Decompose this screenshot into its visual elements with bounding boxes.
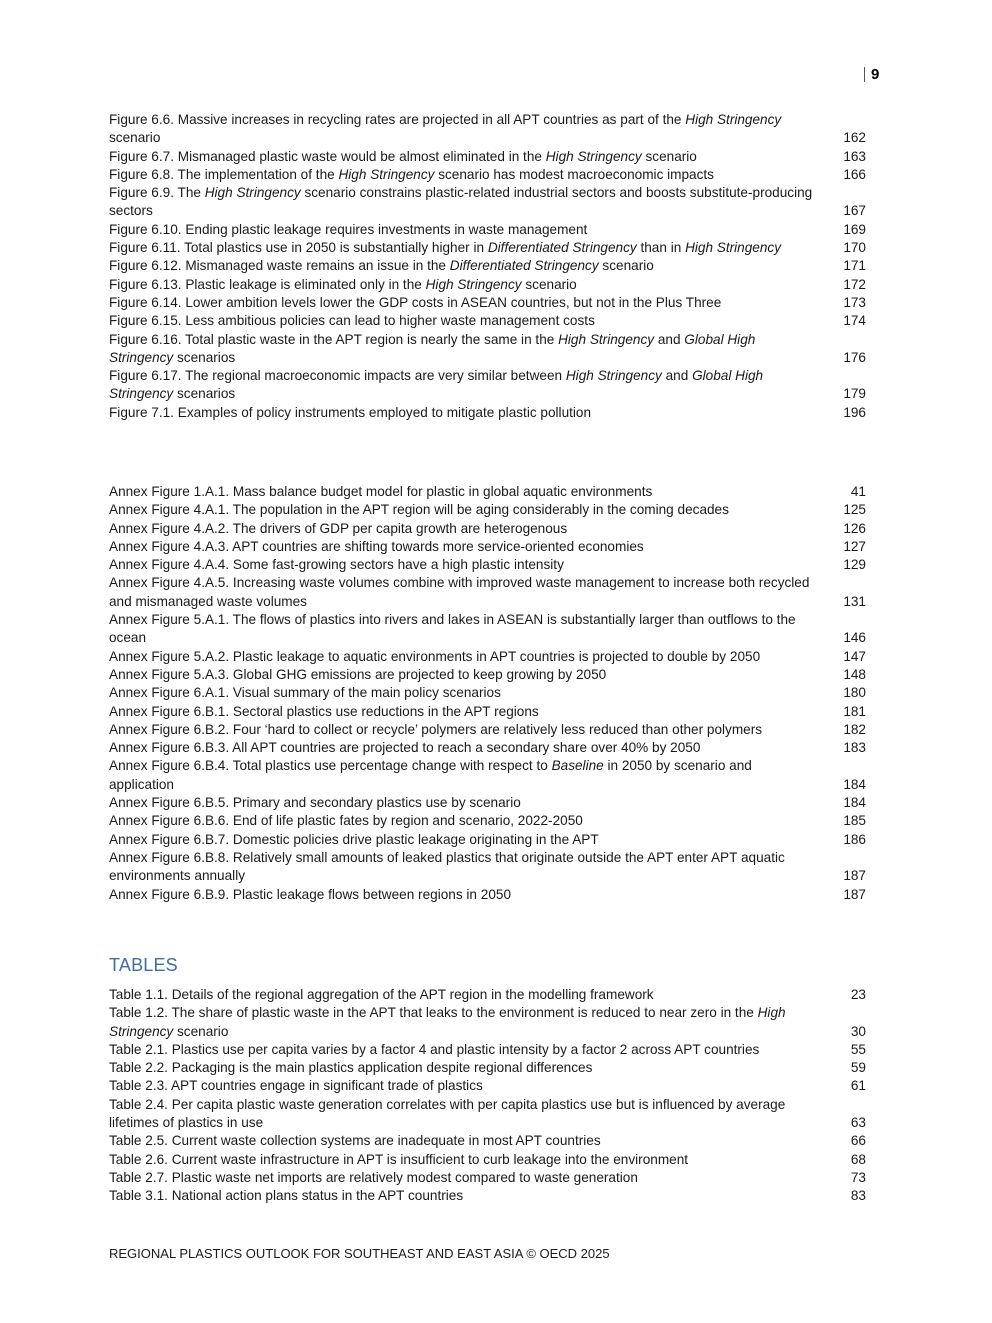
toc-entry-italic-text: High Stringency xyxy=(558,331,655,347)
toc-entry-text: Annex Figure 6.B.2. Four ‘hard to collect or recycle’ polymers are relatively less reduced than other polymers xyxy=(109,721,763,737)
toc-entry-title xyxy=(109,831,826,849)
toc-entry[interactable] xyxy=(109,849,866,886)
toc-entry-text: Figure 6.13. Plastic leakage is eliminated only in the xyxy=(109,276,426,292)
toc-entry-text: Annex Figure 4.A.5. Increasing waste volumes combine with improved waste management to increase both recycled and mismanaged waste volumes xyxy=(109,575,810,609)
toc-entry[interactable] xyxy=(109,1059,866,1077)
toc-entry-title xyxy=(109,611,826,648)
toc-entry-page-number: 129 xyxy=(843,557,866,573)
toc-entry[interactable] xyxy=(109,1187,866,1205)
toc-entry-italic-text: Differentiated Stringency xyxy=(487,240,637,256)
toc-entry[interactable] xyxy=(109,666,866,684)
toc-entry[interactable] xyxy=(109,703,866,721)
toc-entry-text: Figure 6.6. Massive increases in recycling rates are projected in all APT countries as part of the xyxy=(109,112,686,127)
toc-entry[interactable] xyxy=(109,1077,866,1095)
toc-entry[interactable] xyxy=(109,1004,866,1041)
toc-entry-title xyxy=(109,684,826,702)
toc-entry[interactable] xyxy=(109,483,866,501)
toc-entry[interactable] xyxy=(109,257,866,275)
toc-entry[interactable] xyxy=(109,812,866,830)
toc-entry-title xyxy=(109,1151,826,1169)
toc-entry-title xyxy=(109,501,826,519)
toc-entry-title xyxy=(109,1096,826,1133)
toc-entry[interactable] xyxy=(109,520,866,538)
toc-entry-page-number: 186 xyxy=(843,831,866,847)
toc-entry[interactable] xyxy=(109,648,866,666)
toc-entry-text: Annex Figure 6.B.5. Primary and secondary plastics use by scenario xyxy=(109,795,521,811)
toc-entry-italic-text: Differentiated Stringency xyxy=(449,258,599,274)
toc-entry-page-number: 196 xyxy=(843,404,866,420)
toc-entry-page-number: 68 xyxy=(850,1151,866,1167)
toc-entry-text: Annex Figure 5.A.3. Global GHG emissions are projected to keep growing by 2050 xyxy=(109,666,607,682)
toc-entry-page-number: 30 xyxy=(850,1023,866,1039)
toc-entry[interactable] xyxy=(109,239,866,257)
toc-entry-page-number: 148 xyxy=(843,666,866,682)
page-number xyxy=(864,66,879,83)
toc-entry-page-number: 126 xyxy=(843,520,866,536)
toc-entry-text: Annex Figure 4.A.1. The population in the APT region will be aging considerably in the coming decades xyxy=(109,502,729,518)
toc-entry-title xyxy=(109,331,826,368)
toc-entry-title xyxy=(109,221,826,239)
toc-entry-text: scenario constrains plastic-related industrial sectors and boosts substitute-producing sectors xyxy=(109,185,813,219)
toc-entry-title xyxy=(109,239,826,257)
toc-entry-text: in 2050 by scenario and application xyxy=(109,758,752,792)
toc-entry-text: Figure 6.12. Mismanaged waste remains an issue in the xyxy=(109,258,450,274)
toc-entry-text: scenarios xyxy=(173,349,236,365)
toc-entry-text: Annex Figure 6.B.9. Plastic leakage flows between regions in 2050 xyxy=(109,886,512,902)
toc-entry-title xyxy=(109,166,826,184)
toc-entry[interactable] xyxy=(109,886,866,904)
toc-entry-text: than in xyxy=(636,240,686,256)
toc-entry-text: Annex Figure 4.A.4. Some fast-growing sectors have a high plastic intensity xyxy=(109,557,564,573)
toc-entry-text: Table 2.2. Packaging is the main plastics application despite regional differences xyxy=(109,1060,593,1076)
toc-entry-text: Annex Figure 4.A.2. The drivers of GDP per capita growth are heterogenous xyxy=(109,520,568,536)
toc-entry-text: Annex Figure 6.B.4. Total plastics use percentage change with respect to xyxy=(109,758,552,774)
toc-entry-text: Annex Figure 6.A.1. Visual summary of the main policy scenarios xyxy=(109,685,501,701)
toc-entry[interactable] xyxy=(109,404,866,422)
toc-entry-title xyxy=(109,1187,826,1205)
toc-entry-page-number: 185 xyxy=(843,813,866,829)
toc-entry-page-number: 73 xyxy=(850,1169,866,1185)
toc-entry-title xyxy=(109,294,826,312)
toc-entry-page-number: 166 xyxy=(843,166,866,182)
toc-entry-title xyxy=(109,556,826,574)
toc-entry-page-number: 173 xyxy=(843,294,866,310)
toc-entry-title xyxy=(109,520,826,538)
toc-entry-page-number: 179 xyxy=(843,386,866,402)
toc-entry-title xyxy=(109,703,826,721)
toc-entry-title xyxy=(109,538,826,556)
toc-entry-text: Figure 6.10. Ending plastic leakage requires investments in waste management xyxy=(109,221,588,237)
toc-entry-italic-text: High Stringency xyxy=(565,368,662,384)
toc-entry-page-number: 170 xyxy=(843,240,866,256)
toc-entry-page-number: 180 xyxy=(843,685,866,701)
toc-entry-text: Annex Figure 6.B.3. All APT countries are projected to reach a secondary share over 40% by 2050 xyxy=(109,740,701,756)
toc-entry[interactable] xyxy=(109,294,866,312)
toc-entry-italic-text: High Stringency xyxy=(545,148,642,164)
toc-entry-text: Table 2.3. APT countries engage in significant trade of plastics xyxy=(109,1078,483,1094)
toc-entry-title xyxy=(109,1077,826,1095)
toc-entry-italic-text: Baseline xyxy=(551,758,604,774)
toc-entry[interactable] xyxy=(109,1132,866,1150)
toc-entry-page-number: 61 xyxy=(850,1078,866,1094)
toc-entry[interactable] xyxy=(109,166,866,184)
toc-entry-text: scenario xyxy=(521,276,577,292)
toc-entry-text: Figure 6.14. Lower ambition levels lower the GDP costs in ASEAN countries, but not in the Plus Three xyxy=(109,294,722,310)
toc-entry-page-number: 63 xyxy=(850,1115,866,1131)
toc-entry-title xyxy=(109,812,826,830)
header-divider xyxy=(864,67,865,82)
toc-entry[interactable] xyxy=(109,574,866,611)
toc-entry-title xyxy=(109,1004,826,1041)
toc-entry-page-number: 162 xyxy=(843,130,866,146)
toc-entry-text: Figure 6.17. The regional macroeconomic impacts are very similar between xyxy=(109,368,566,384)
toc-entry-page-number: 125 xyxy=(843,502,866,518)
toc-entry-title xyxy=(109,1132,826,1150)
toc-entry-page-number: 174 xyxy=(843,313,866,329)
toc-entry-italic-text: High Stringency xyxy=(425,276,522,292)
toc-entry[interactable] xyxy=(109,538,866,556)
toc-entry[interactable] xyxy=(109,184,866,221)
toc-entry-page-number: 59 xyxy=(850,1060,866,1076)
toc-entry-text: scenario xyxy=(641,148,697,164)
toc-entry-page-number: 55 xyxy=(850,1041,866,1057)
toc-entry-page-number: 176 xyxy=(843,349,866,365)
toc-entry-title xyxy=(109,1059,826,1077)
toc-entry-page-number: 131 xyxy=(843,593,866,609)
toc-entry-title xyxy=(109,886,826,904)
toc-entry[interactable] xyxy=(109,1169,866,1187)
toc-entry-italic-text: High Stringency xyxy=(109,1005,786,1039)
toc-entry-title xyxy=(109,1041,826,1059)
toc-entry-title xyxy=(109,648,826,666)
toc-entry-text: scenario has modest macroeconomic impacts xyxy=(434,166,714,182)
toc-entry-page-number: 127 xyxy=(843,538,866,554)
toc-entry-page-number: 187 xyxy=(843,868,866,884)
toc-entry-text: Table 2.5. Current waste collection systems are inadequate in most APT countries xyxy=(109,1133,601,1149)
toc-entry-text: Figure 6.11. Total plastics use in 2050 is substantially higher in xyxy=(109,240,488,256)
toc-entry-text: Annex Figure 6.B.1. Sectoral plastics use reductions in the APT regions xyxy=(109,703,539,719)
toc-entry[interactable] xyxy=(109,556,866,574)
toc-entry-italic-text: Global High Stringency xyxy=(109,368,764,402)
toc-entry-text: Table 2.6. Current waste infrastructure in APT is insufficient to curb leakage into the environment xyxy=(109,1151,689,1167)
page-footer: REGIONAL PLASTICS OUTLOOK FOR SOUTHEAST AND EAST ASIA © OECD 2025 xyxy=(109,1246,610,1261)
toc-entry-page-number: 146 xyxy=(843,630,866,646)
toc-entry[interactable] xyxy=(109,757,866,794)
list-of-annex-figures xyxy=(109,483,866,904)
toc-entry-title xyxy=(109,257,826,275)
toc-entry-text: Annex Figure 1.A.1. Mass balance budget model for plastic in global aquatic environments xyxy=(109,484,653,499)
toc-entry-page-number: 183 xyxy=(843,740,866,756)
toc-entry-text: Table 2.1. Plastics use per capita varies by a factor 4 and plastic intensity by a factor 2 across APT countries xyxy=(109,1041,760,1057)
toc-entry-title xyxy=(109,148,826,166)
toc-entry-text: Table 3.1. National action plans status in the APT countries xyxy=(109,1188,464,1204)
toc-entry-title xyxy=(109,367,826,404)
toc-entry-title xyxy=(109,757,826,794)
toc-entry-italic-text: High Stringency xyxy=(204,185,301,201)
toc-entry-text: Annex Figure 5.A.1. The flows of plastics into rivers and lakes in ASEAN is substantially larger than outflows to the ocean xyxy=(109,612,796,646)
toc-entry-text: scenario xyxy=(173,1023,229,1039)
toc-entry-page-number: 187 xyxy=(843,886,866,902)
toc-entry-text: scenario xyxy=(598,258,654,274)
toc-entry-title xyxy=(109,276,826,294)
toc-entry-title xyxy=(109,1169,826,1187)
toc-entry-title xyxy=(109,986,826,1004)
toc-entry-title xyxy=(109,184,826,221)
toc-entry-page-number: 171 xyxy=(843,258,866,274)
toc-entry-page-number: 147 xyxy=(843,648,866,664)
list-of-tables xyxy=(109,986,866,1206)
toc-entry-page-number: 181 xyxy=(843,703,866,719)
toc-entry-title xyxy=(109,794,826,812)
toc-entry-title xyxy=(109,404,826,422)
toc-entry[interactable] xyxy=(109,1041,866,1059)
toc-entry-italic-text: High Stringency xyxy=(685,112,782,127)
toc-entry-page-number: 23 xyxy=(850,987,866,1002)
toc-entry-title xyxy=(109,574,826,611)
toc-entry[interactable] xyxy=(109,312,866,330)
toc-entry[interactable] xyxy=(109,739,866,757)
toc-entry-page-number: 182 xyxy=(843,721,866,737)
toc-entry-page-number: 41 xyxy=(850,484,866,499)
toc-entry-page-number: 167 xyxy=(843,203,866,219)
toc-entry-italic-text: Global High Stringency xyxy=(109,331,756,365)
toc-entry-page-number: 184 xyxy=(843,795,866,811)
toc-entry-title xyxy=(109,483,826,501)
toc-entry-title xyxy=(109,312,826,330)
toc-entry-page-number: 184 xyxy=(843,776,866,792)
toc-entry[interactable] xyxy=(109,1151,866,1169)
toc-entry[interactable] xyxy=(109,1096,866,1133)
toc-entry[interactable] xyxy=(109,611,866,648)
toc-entry-text: Annex Figure 6.B.6. End of life plastic fates by region and scenario, 2022-2050 xyxy=(109,813,583,829)
toc-entry-text: scenarios xyxy=(173,386,236,402)
toc-entry[interactable] xyxy=(109,221,866,239)
tables-heading: TABLES xyxy=(109,955,178,975)
toc-entry-text: Table 1.1. Details of the regional aggregation of the APT region in the modelling framework xyxy=(109,987,654,1002)
toc-entry-text: Annex Figure 6.B.8. Relatively small amounts of leaked plastics that originate outside the APT enter APT aquatic environments annually xyxy=(109,849,785,884)
toc-entry-text: Figure 6.7. Mismanaged plastic waste would be almost eliminated in the xyxy=(109,148,546,164)
toc-entry-page-number: 66 xyxy=(850,1133,866,1149)
toc-entry[interactable] xyxy=(109,501,866,519)
list-of-figures xyxy=(109,111,866,422)
toc-entry-text: Annex Figure 6.B.7. Domestic policies drive plastic leakage originating in the APT xyxy=(109,831,599,847)
toc-entry[interactable] xyxy=(109,986,866,1004)
toc-entry-text: Annex Figure 5.A.2. Plastic leakage to aquatic environments in APT countries is projected to double by 2050 xyxy=(109,648,761,664)
toc-entry-text: Table 2.7. Plastic waste net imports are relatively modest compared to waste generation xyxy=(109,1169,638,1185)
toc-entry-title xyxy=(109,721,826,739)
toc-entry-text: and xyxy=(661,368,693,384)
toc-entry-title xyxy=(109,739,826,757)
toc-entry-title xyxy=(109,111,826,148)
toc-entry[interactable] xyxy=(109,276,866,294)
toc-entry-text: Table 2.4. Per capita plastic waste generation correlates with per capita plastics use but is influenced by average lifetimes of plastics in use xyxy=(109,1096,786,1131)
toc-entry[interactable] xyxy=(109,721,866,739)
toc-entry-page-number: 83 xyxy=(850,1188,866,1204)
toc-entry-italic-text: High Stringency xyxy=(338,166,435,182)
toc-entry-text: Annex Figure 4.A.3. APT countries are shifting towards more service-oriented economies xyxy=(109,538,644,554)
toc-entry-text: and xyxy=(654,331,685,347)
toc-entry[interactable] xyxy=(109,684,866,702)
toc-entry-page-number: 172 xyxy=(843,276,866,292)
toc-entry-text: Table 1.2. The share of plastic waste in the APT that leaks to the environment is reduced to near zero in the xyxy=(109,1005,758,1021)
toc-entry-text: Figure 6.16. Total plastic waste in the APT region is nearly the same in the xyxy=(109,331,559,347)
toc-entry[interactable] xyxy=(109,367,866,404)
toc-entry[interactable] xyxy=(109,831,866,849)
toc-entry[interactable] xyxy=(109,794,866,812)
toc-entry-text: Figure 7.1. Examples of policy instruments employed to mitigate plastic pollution xyxy=(109,404,592,420)
toc-entry[interactable] xyxy=(109,111,866,148)
toc-entry-italic-text: High Stringency xyxy=(685,240,782,256)
toc-entry-text: scenario xyxy=(109,130,161,146)
toc-entry-page-number: 163 xyxy=(843,148,866,164)
toc-entry-text: Figure 6.9. The xyxy=(109,185,205,201)
toc-entry-page-number: 169 xyxy=(843,221,866,237)
toc-entry-text: Figure 6.15. Less ambitious policies can lead to higher waste management costs xyxy=(109,313,595,329)
toc-entry-title xyxy=(109,849,826,886)
toc-entry-text: Figure 6.8. The implementation of the xyxy=(109,166,339,182)
toc-entry[interactable] xyxy=(109,331,866,368)
toc-entry-title xyxy=(109,666,826,684)
page-number-text: 9 xyxy=(871,66,880,83)
toc-entry[interactable] xyxy=(109,148,866,166)
